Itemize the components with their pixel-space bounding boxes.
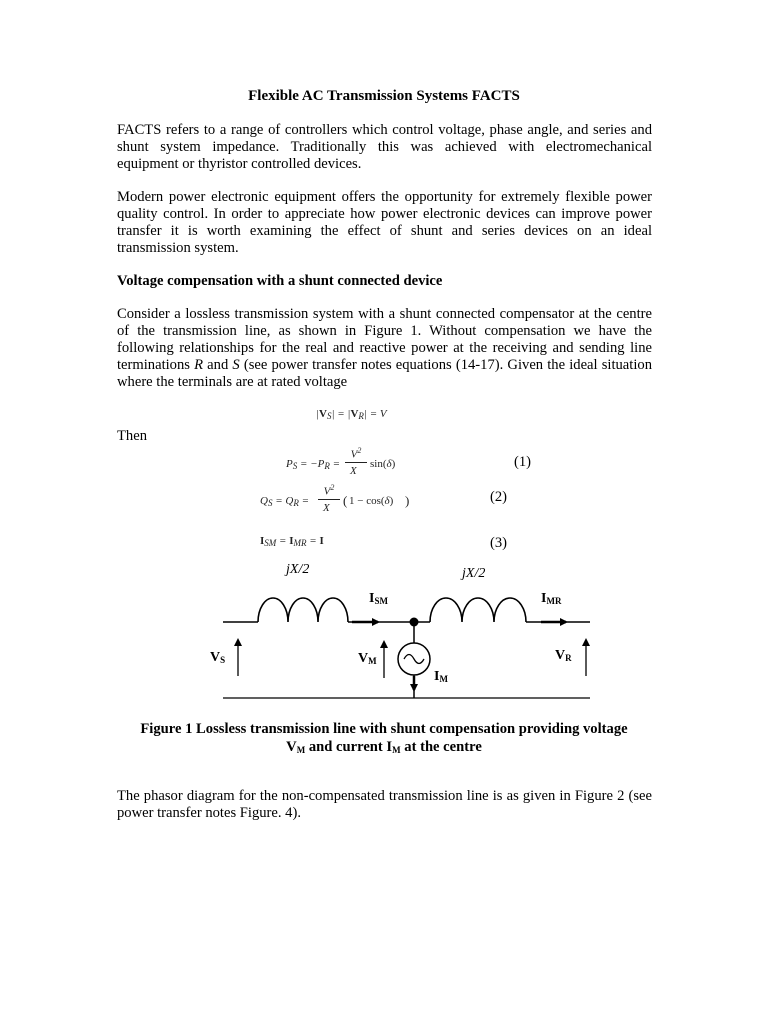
paragraph-modern: Modern power electronic equipment offers the opportunity for extremely flexible power quality control. In order to appreciate how power electronic devices can improve power transfer it is worth examining the effect of shunt and series devices on an ideal transmission system. xyxy=(117,189,652,256)
equation-3-number: (3) xyxy=(490,535,508,551)
label-vm: $V_M$ xyxy=(358,651,377,666)
figure-caption-line2: $V_M$ and current $I_M$ at the centre xyxy=(286,739,482,755)
equation-1-number: (1) xyxy=(514,454,532,470)
label-vs: $V_S$ xyxy=(210,650,226,665)
paragraph-intro: FACTS refers to a range of controllers which control voltage, phase angle, and series and shunt system impedance. Traditionally this was achieved with electromechanical equipment or thyristor controlled devices. xyxy=(117,122,652,172)
paragraph-consider-part-a: Consider a lossless transmission system with a shunt connected compensator at the centre of the transmission line, as shown in Figure 1. Without compensation we have the following relationships for the real and reactive power at the receiving and sending line terminations xyxy=(117,306,652,373)
label-ism: $I_{SM}$ xyxy=(369,591,388,606)
equation-3: $I_{SM} = I_{MR} = I$ xyxy=(260,535,324,548)
then-label: Then xyxy=(117,428,147,444)
label-vr: $V_R$ xyxy=(555,648,572,663)
right-inductor-icon xyxy=(430,598,526,622)
left-reactance-label: jX/2 xyxy=(286,562,310,577)
left-inductor-icon xyxy=(258,598,348,622)
label-imr: $I_{MR}$ xyxy=(541,591,562,606)
terminal-s: S xyxy=(232,357,240,373)
figure-caption xyxy=(100,720,668,759)
terminal-r: R xyxy=(194,357,204,373)
right-reactance-label: jX/2 xyxy=(462,566,486,581)
paragraph-phasor: The phasor diagram for the non-compensated transmission line is as given in Figure 2 (see power transfer notes Figure. 4). xyxy=(117,788,652,821)
figure-caption-line1: Figure 1 Lossless transmission line with shunt compensation providing voltage xyxy=(140,721,628,737)
equation-rated-voltage: $|V_S| = |V_R| = V$ xyxy=(316,408,387,421)
paragraph-consider-and: and xyxy=(203,357,233,373)
equation-2-number: (2) xyxy=(490,489,508,505)
paragraph-consider-part-b: (see power transfer notes equations (14-17). Given the ideal situation where the terminals are at rated voltage xyxy=(117,357,652,390)
sine-wave-icon xyxy=(404,655,424,664)
section-heading: Voltage compensation with a shunt connected device xyxy=(117,273,443,289)
label-im: $I_M$ xyxy=(434,669,448,684)
page-title: Flexible AC Transmission Systems FACTS xyxy=(248,88,520,104)
